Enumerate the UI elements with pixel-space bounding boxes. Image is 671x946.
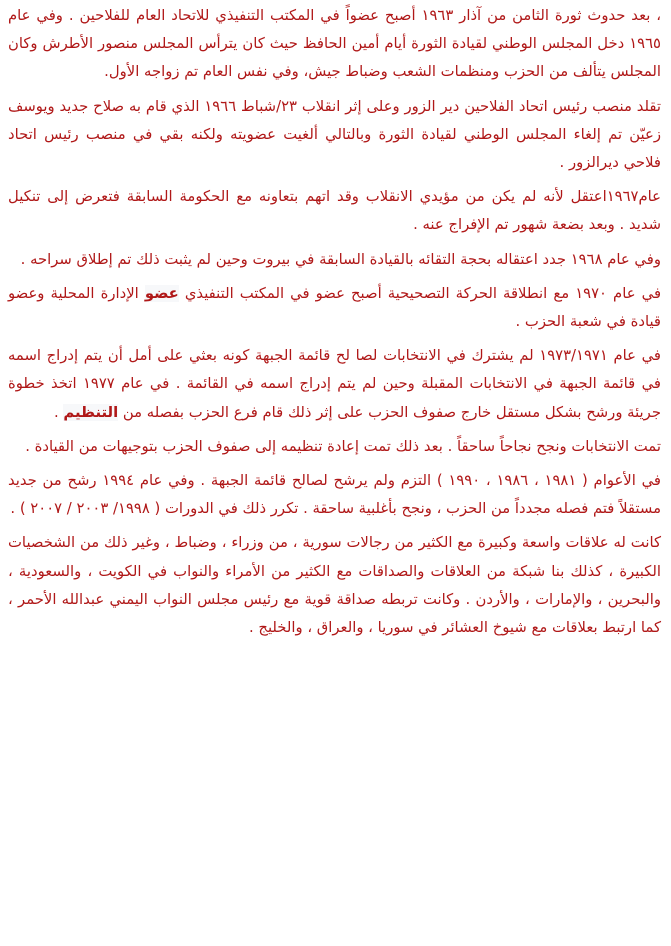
paragraph-2: تقلد منصب رئيس اتحاد الفلاحين دير الزور وعلى إثر انقلاب ٢٣/شباط ١٩٦٦ الذي قام به صلاح جديد ويوسف زعيّن تم إلغاء المجلس الوطني لقيادة الثورة وبالتالي ألغيت عضويته ولكنه بقي في منصب رئيس اتحاد فلاحي ديرالزور . <box>8 97 662 172</box>
paragraph-4: وفي عام ١٩٦٨ جدد اعتقاله بحجة التقائه بالقيادة السابقة في بيروت وحين لم يثبت ذلك تم إطلاق سراحه . <box>20 250 661 268</box>
paragraph-9: كانت له علاقات واسعة وكبيرة مع الكثير من رجالات سورية ، من وزراء ، وضباط ، وغير ذلك من الشخصيات الكبيرة ، كذلك بنا شبكة من العلاقات والصداقات مع الكثير من الأمراء والنواب في الكويت ، والسعودية ، والبحرين ، والإمارات ، والأردن . وكانت تربطه صداقة قوية مع رئيس مجلس النواب اليمني عبدالله الأحمر ، كما ارتبط بعلاقات مع شيوخ العشائر في سوريا ، والعراق ، والخليج . <box>8 534 661 637</box>
paragraph-6: في عام ١٩٧٣/١٩٧١ لم يشترك في الانتخابات لصا لح قائمة الجبهة كونه بعثي على أمل أن يتم إدراج اسمه في قائمة الجبهة في الانتخابات المقبلة وحين لم يتم إدراج اسمه في القائمة . في عام ١٩٧٧ اتخذ خطوة جريئة ورشح بشكل مستقل خارج صفوف الحزب على إثر ذلك قام فرع الحزب بفصله من التنظيم . <box>8 347 661 421</box>
highlighted-word: عضو <box>144 284 179 302</box>
paragraph-5: في عام ١٩٧٠ مع انطلاقة الحركة التصحيحية أصبح عضو في المكتب التنفيذي عضو الإدارة المحلية وعضو قيادة في شعبة الحزب . <box>8 284 662 331</box>
highlighted-word: التنظيم <box>63 403 119 421</box>
paragraph-1: ، بعد حدوث ثورة الثامن من آذار ١٩٦٣ أصبح عضواً في المكتب التنفيذي للاتحاد العام للفلاحين . وفي عام ١٩٦٥ دخل المجلس الوطني لقيادة الثورة أيام أمين الحافظ حيث كان يترأس المجلس منصور الأطرش وكان المجلس يتألف من الحزب ومنظمات الشعب وضباط جيش، وفي نفس العام تم زواجه الأول. <box>8 7 662 81</box>
paragraph-3: عام١٩٦٧اعتقل لأنه لم يكن من مؤيدي الانقلاب وقد اتهم بتعاونه مع الحكومة السابقة فتعرض إلى تنكيل شديد . وبعد بضعة شهور تم الإفراج عنه . <box>8 188 661 234</box>
paragraph-8: في الأعوام ( ١٩٨١ ، ١٩٨٦ ، ١٩٩٠ ) التزم ولم يرشح لصالح قائمة الجبهة . وفي عام ١٩٩٤ رشح من جديد مستقلاً فتم فصله مجدداً من الحزب ، ونجح بأغلبية ساحقة . تكرر ذلك في الدورات ( ١٩٩٨/ ٢٠٠٣ / ٢٠٠٧ ) . <box>8 472 662 518</box>
paragraph-7: تمت الانتخابات ونجح نجاحاً ساحقاً . بعد ذلك تمت إعادة تنظيمه إلى صفوف الحزب بتوجيهات من القيادة . <box>25 437 661 455</box>
